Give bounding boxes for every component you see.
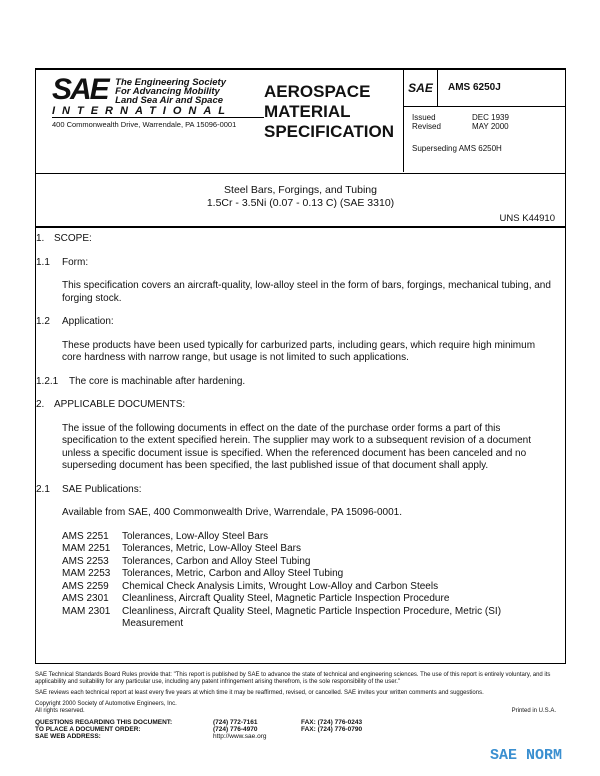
reference-item: AMS 2253 Tolerances, Carbon and Alloy Steel Tubing <box>62 555 311 567</box>
sae-logo <box>52 73 270 129</box>
doc-info-box <box>403 70 565 172</box>
contact-row: TO PLACE A DOCUMENT ORDER: (724) 776-4970 FAX: (724) 776-0790 <box>35 726 363 733</box>
address: 400 Commonwealth Drive, Warrendale, PA 15096-0001 <box>52 120 237 129</box>
contact-row: SAE WEB ADDRESS: http://www.sae.org <box>35 733 566 740</box>
sae-small-logo: SAE <box>404 70 438 107</box>
reference-item: AMS 2301 Cleanliness, Aircraft Quality Steel, Magnetic Particle Inspection Procedure <box>62 593 450 604</box>
sae-logo-mark: SAE <box>52 73 108 106</box>
reference-list <box>62 531 552 631</box>
contact-row: QUESTIONS REGARDING THIS DOCUMENT: (724) 772-7161 FAX: (724) 776-0243 <box>35 719 363 726</box>
doc-number: AMS 6250J <box>448 82 501 93</box>
superseding: Superseding AMS 6250H <box>412 144 502 153</box>
uns-number: UNS K44910 <box>499 213 555 224</box>
reference-item: AMS 2259 Chemical Check Analysis Limits, Wrought Low-Alloy and Carbon Steels <box>62 580 439 592</box>
footer: SAE Technical Standards Board Rules provide that: "This report is published by SAE to advance the state of technical and engineering sciences. The use of this report is entirely voluntary, and its applicability and suitability for any particular use, including any patent infringement arising therefrom, is the sole responsibility of the user." SAE reviews each technical report at least every five years at which time it may be reaffirmed, revised, or cancelled. SAE invites your written comments and suggestions. Copyright 2000 Society of Automotive Engineers, Inc. All rights reserved. Printed in U.S.A. QUESTIONS REGARDING THIS DOCUMENT: (724) 772-7161 FAX: (724) 776-0243 TO PLACE A DOCUMENT ORDER: (724) 776-4970 FAX: (724) 776-0790 SAE WEB ADDRESS: http://www.sae.org <box>35 672 566 740</box>
reference-item: MAM 2253 Tolerances, Metric, Carbon and Alloy Steel Tubing <box>62 568 344 579</box>
reference-item: AMS 2251 Tolerances, Low-Alloy Steel Bars <box>62 530 269 542</box>
web-link[interactable]: http://www.sae.org <box>213 733 267 740</box>
header <box>36 70 565 174</box>
doc-dates: Issued DEC 1939 Revised MAY 2000 Superseding AMS 6250H <box>404 107 565 153</box>
sae-norm-watermark: SAE NORM <box>490 747 563 764</box>
international-label: INTERNATIONAL <box>52 105 264 118</box>
doc-type: AEROSPACE MATERIAL SPECIFICATION <box>264 82 395 141</box>
divider <box>35 226 566 227</box>
doc-title: Steel Bars, Forgings, and Tubing 1.5Cr - 3.5Ni (0.07 - 0.13 C) (SAE 3310) UNS K44910 <box>36 174 565 228</box>
reference-item: MAM 2251 Tolerances, Metric, Low-Alloy Steel Bars <box>62 543 301 554</box>
society-tagline: The Engineering Society For Advancing Mobility Land Sea Air and Space <box>115 77 226 106</box>
doc-body: 1. SCOPE: 1.1 Form: This specification covers an aircraft-quality, low-alloy steel in the form of bars, forgings, mechanical tubing, and forging stock. 1.2 Application: These products have been used typically for carburized parts, including gears, which require high minimum core hardness with narrow range, but usage is not limited to such applications. 1.2.1 The core is machinable after hardening. 2. APPLICABLE DOCUMENTS: The issue of the following documents in effect on the date of the purchase order forms a part of this specification to the extent specified herein. The supplier may work to a subsequent revision of a document unless a specific document issue is specified. When the referenced document has been canceled and no superseding document has been specified, the last published issue of that document shall apply. 2.1 SAE Publications: Available from SAE, 400 Commonwealth Drive, Warrendale, PA 15096-0001. AMS 2251 Tolerances, Low-Alloy Steel Bars MAM 2251 Tolerances, Metric, Low-Alloy Steel Bars AMS 2253 Tolerances, Carbon and Alloy Steel Tubing MAM 2253 Tolerances, Metric, Carbon and Alloy Steel Tubing AMS 2259 Chemical Check Analysis Limits, Wrought Low-Alloy and Carbon Steels AMS 2301 Cleanliness, Aircraft Quality Steel, Magnetic Particle Inspection Procedure MAM 2301 Cleanliness, Aircraft Quality Steel, Magnetic Particle Inspection Procedure, Metric (SI) Measurement <box>36 233 551 629</box>
reference-item: MAM 2301 Cleanliness, Aircraft Quality Steel, Magnetic Particle Inspection Procedure, Metric (SI) Measurement <box>62 605 502 629</box>
